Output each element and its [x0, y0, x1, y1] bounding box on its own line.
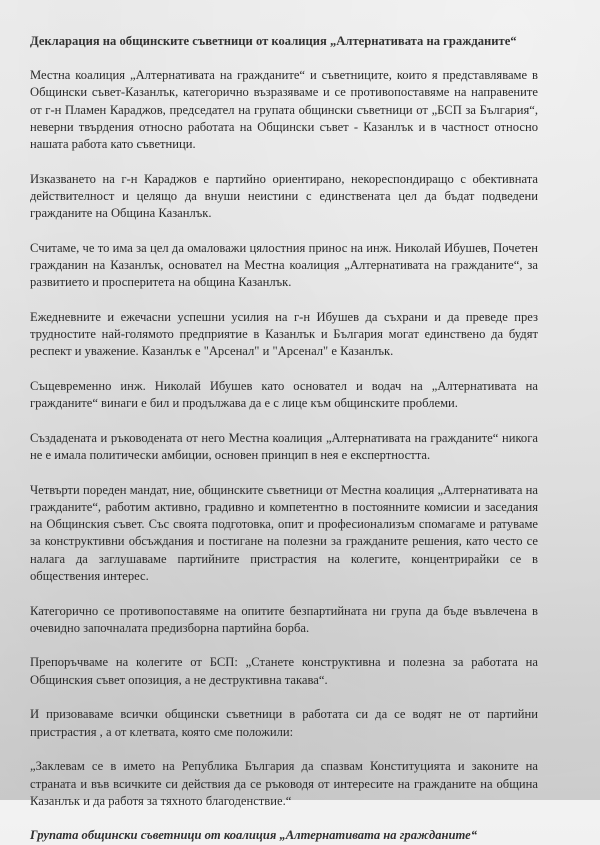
paragraph-statement-analysis: Изказването на г-н Караджов е партийно ориентирано, некореспондиращо с обективната действителност и целящо да внуши неистини с единствената цел да бъдат подведени гражданите на Община Казанлък. [30, 171, 538, 221]
paragraph-call-to-councillors: И призоваваме всички общински съветници в работата си да се водят не от партийни пристрастия , а от клетвата, която сме положили: [30, 707, 538, 739]
paragraph-fourth-mandate: Четвърти пореден мандат, ние, общинските съветници от Местна коалиция „Алтернативата на гражданите“, работим активно, градивно и компетентно в постоянните комисии и заседания на Общинския съвет. Със своята подготовка, опит и професионализъм спомагаме и ратуваме за конструктивни обсъждания и постигане на полезни за гражданите решения, като често се налага да заглушаваме партийните пристрастия на колегите, концентрирайки се в обществения интерес. [30, 482, 538, 583]
paragraph-leader: Същевременно инж. Николай Ибушев като основател и водач на „Алтернативата на гражданите“ винаги е бил и продължава да е с лице към общинските проблеми. [30, 379, 538, 411]
paragraph-oppose-campaign: Категорично се противопоставяме на опитите безпартийната ни група да бъде въвлечена в очевидно започналата предизборна партийна борба. [30, 603, 538, 635]
paragraph-objection: Местна коалиция „Алтернативата на гражданите“ и съветниците, които я представляваме в Общински съвет-Казанлък, категорично възразяваме и се противопоставяме на направените от г-н Пламен Караджов, председател на групата общински съветници от „БСП за България“, неверни твърдения относно работата на Общински съвет - Казанлък и в частност относно нашата работа като съветници. [30, 68, 538, 152]
paragraph-arsenal: Ежедневните и ежечасни успешни усилия на г-н Ибушев да съхрани и да преведе през трудностите най-голямото предприятие в Казанлък и България могат единствено да будят респект и уважение. Казанлък е "Арсенал" и "Арсенал" е Казанлък. [30, 309, 538, 359]
document-title: Декларация на общинските съветници от коалиция „Алтернативата на гражданите“ [30, 34, 517, 48]
document-body [30, 33, 538, 845]
paragraph-recommendation-bsp: Препоръчваме на колегите от БСП: „Станете конструктивна и полезна за работата на Общинския съвет опозиция, а не деструктивна такава“. [30, 655, 538, 687]
paragraph-oath: „Заклевам се в името на Република България да спазвам Конституцията и законите на страната и във всичките си действия да се ръководя от интересите на гражданите на община Казанлък и да работя за тяхното благоденствие.“ [30, 759, 538, 808]
document-signature: Групата общински съветници от коалиция „Алтернативата на гражданите“ [30, 828, 478, 843]
paragraph-no-political-ambitions: Създадената и ръководената от него Местна коалиция „Алтернативата на гражданите“ никога не е имала политически амбиции, основен принцип в нея е експертността. [30, 430, 538, 463]
paragraph-ibushev-contribution: Считаме, че то има за цел да омаловажи цялостния принос на инж. Николай Ибушев, Почетен гражданин на Казанлък, основател на Местна коалиция „Алтернативата на гражданите“, за развитието и просперитета на община Казанлък. [30, 240, 538, 290]
